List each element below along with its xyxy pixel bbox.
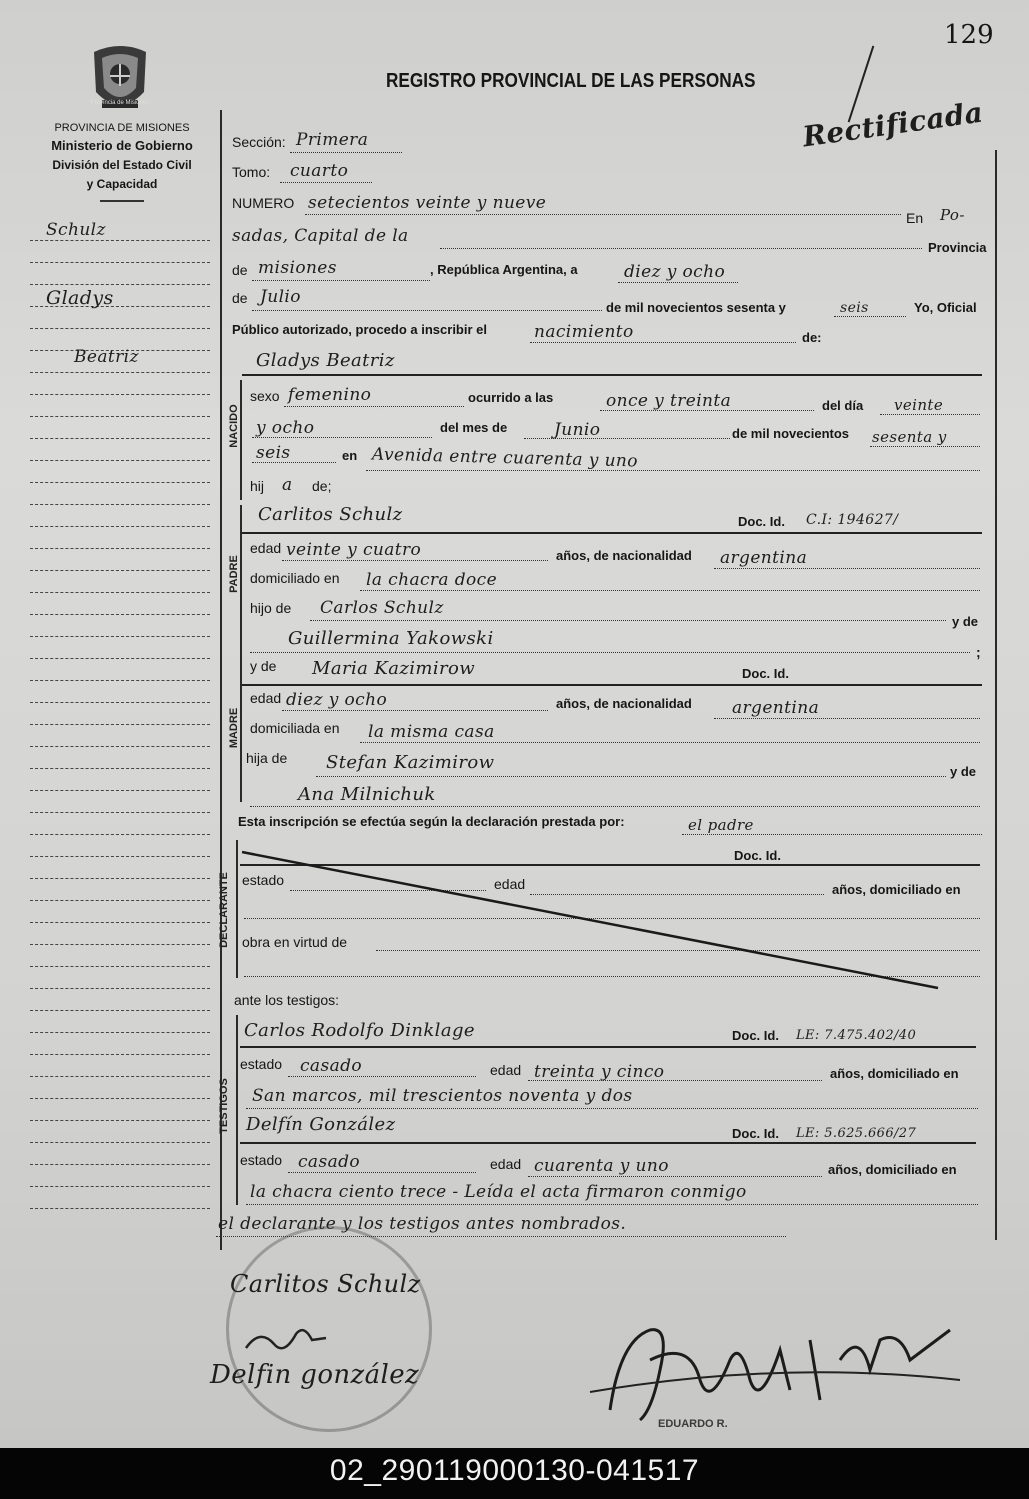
label-seccion: Sección:: [232, 134, 286, 150]
value-lugar-nac: Avenida entre cuarenta y uno: [371, 444, 639, 472]
margin-line: [30, 636, 210, 637]
value-place-cont: sadas, Capital de la: [232, 226, 409, 246]
value-hora: once y treinta: [606, 391, 732, 411]
side-label-declarante: DECLARANTE: [218, 872, 230, 948]
value-t2-estado: casado: [298, 1152, 361, 1172]
side-label-testigos: TESTIGOS: [218, 1078, 230, 1134]
margin-line: [30, 944, 210, 945]
side-label-madre: MADRE: [228, 707, 240, 749]
signature-testigo2: Delfin gonzález: [210, 1360, 420, 1390]
value-tomo: cuarto: [290, 161, 349, 181]
label-numero: NUMERO: [232, 195, 295, 211]
margin-line: [30, 526, 210, 527]
margin-line: [30, 1054, 210, 1055]
value-hij-suffix: a: [282, 475, 293, 495]
value-dia-nac-2: y ocho: [256, 418, 315, 438]
agency-line-1: PROVINCIA DE MISIONES: [54, 122, 190, 134]
label-madre-y-de: y de: [250, 658, 277, 674]
seal-banner-text: Provincia de Misiones: [90, 100, 150, 106]
agency-line-2: Ministerio de Gobierno: [51, 138, 193, 153]
value-t1-edad: treinta y cinco: [534, 1062, 665, 1082]
margin-line: [30, 482, 210, 483]
value-t2-dom: la chacra ciento trece - Leída el acta firmaron conmigo: [250, 1182, 747, 1202]
margin-line: [30, 1076, 210, 1077]
value-padre-nombre: Carlitos Schulz: [258, 504, 403, 525]
margin-line: [30, 592, 210, 593]
margin-line: [30, 900, 210, 901]
label-declarante-anos: años, domiciliado en: [832, 882, 961, 897]
label-inscripcion: Esta inscripción se efectúa según la declaración prestada por:: [238, 814, 625, 829]
frame-right-line: [995, 150, 997, 1240]
label-t1-edad: edad: [490, 1062, 522, 1078]
label-madre-doc: Doc. Id.: [742, 666, 789, 681]
margin-line: [30, 746, 210, 747]
line: [242, 374, 982, 376]
label-hij: hij: [250, 478, 265, 494]
document-title: REGISTRO PROVINCIAL DE LAS PERSONAS: [386, 70, 756, 92]
line: [288, 1172, 476, 1173]
line: [290, 152, 402, 153]
value-madre-nombre: Maria Kazimirow: [312, 658, 476, 679]
label-t2-estado: estado: [240, 1152, 283, 1168]
label-de-mil: de mil novecientos sesenta y: [606, 300, 786, 315]
label-provincia: Provincia: [928, 240, 987, 255]
value-madre-madre: Ana Milnichuk: [298, 784, 436, 805]
value-nombre: Gladys Beatriz: [256, 350, 395, 371]
label-t1-doc: Doc. Id.: [732, 1028, 779, 1043]
line: [252, 462, 336, 463]
label-madre-edad: edad: [250, 690, 282, 706]
signature-padre: Carlitos Schulz: [230, 1270, 421, 1298]
line: [310, 620, 946, 621]
margin-line: [30, 856, 210, 857]
line: [288, 1076, 476, 1077]
line: [360, 742, 980, 743]
value-madre-edad: diez y ocho: [286, 690, 388, 710]
value-t2-doc: LE: 5.625.666/27: [796, 1126, 917, 1141]
margin-line: [30, 284, 210, 285]
line: [242, 684, 982, 686]
margin-line: [30, 988, 210, 989]
value-fecha-anio: seis: [840, 300, 869, 316]
margin-line: [30, 570, 210, 571]
margin-line: [30, 1164, 210, 1165]
label-padre-y-de: y de: [952, 614, 979, 629]
value-acto: nacimiento: [534, 322, 634, 342]
margin-surname: Schulz: [46, 220, 106, 240]
value-padre-dom: la chacra doce: [366, 570, 498, 590]
line: [618, 282, 738, 283]
margin-line: [30, 1032, 210, 1033]
margin-line: [30, 372, 210, 373]
label-de-mil-nov: de mil novecientos: [732, 426, 850, 441]
value-t2-nombre: Delfín González: [246, 1114, 396, 1135]
margin-line: [30, 460, 210, 461]
value-madre-nac: argentina: [732, 698, 820, 718]
label-madre-y-de: y de: [950, 764, 977, 779]
side-label-nacido: NACIDO: [228, 404, 240, 448]
page-number: 129: [944, 20, 994, 50]
value-declarante: el padre: [688, 816, 754, 834]
label-obra: obra en virtud de: [242, 934, 348, 950]
label-madre-nac: años, de nacionalidad: [556, 696, 692, 711]
label-ocurrido: ocurrido a las: [468, 390, 554, 405]
margin-line: [30, 504, 210, 505]
margin-line: [30, 790, 210, 791]
margin-line: [30, 394, 210, 395]
label-padre-doc: Doc. Id.: [738, 514, 785, 529]
line: [440, 248, 922, 249]
value-t1-doc: LE: 7.475.402/40: [796, 1028, 917, 1043]
value-anio-nac-2: seis: [256, 443, 291, 463]
line: [714, 568, 980, 569]
label-publico: Público autorizado, procedo a inscribir el: [232, 322, 487, 337]
line: [246, 1204, 978, 1205]
label-t1-estado: estado: [240, 1056, 283, 1072]
line: [528, 1080, 822, 1081]
margin-line: [30, 240, 210, 241]
margin-line: [30, 680, 210, 681]
margin-line: [30, 658, 210, 659]
label-t1-anos: años, domiciliado en: [830, 1066, 959, 1081]
margin-line: [30, 262, 210, 263]
margin-first-name: Gladys: [46, 287, 114, 309]
value-anio-nac-1: sesenta y: [872, 428, 947, 446]
line: [252, 310, 602, 311]
value-padre-nac: argentina: [720, 548, 808, 568]
corner-stamp: Rectificada: [800, 95, 986, 154]
agency-rule: [100, 200, 144, 202]
line: [305, 214, 901, 215]
line: [240, 1046, 976, 1048]
side-label-padre: PADRE: [228, 555, 240, 593]
margin-line: [30, 878, 210, 879]
margin-line: [30, 768, 210, 769]
line: [600, 410, 814, 411]
line: [246, 1108, 978, 1109]
line: [316, 776, 946, 777]
value-provincia: misiones: [258, 258, 337, 278]
label-t2-anos: años, domiciliado en: [828, 1162, 957, 1177]
margin-line: [30, 1142, 210, 1143]
declarante-bracket: [236, 840, 238, 978]
testigos-bracket: [236, 1015, 238, 1205]
nacido-bracket: [240, 380, 242, 500]
margin-line: [30, 328, 210, 329]
margin-line: [30, 1208, 210, 1209]
label-declarante-doc: Doc. Id.: [734, 848, 781, 863]
margin-line: [30, 614, 210, 615]
margin-middle-name: Beatriz: [74, 347, 139, 367]
scan-footer: [0, 1448, 1029, 1499]
margin-line: [30, 1186, 210, 1187]
line: [524, 438, 730, 439]
label-en: En: [906, 210, 924, 226]
value-padre-doc: C.I: 194627/: [806, 512, 899, 528]
value-madre-padre: Stefan Kazimirow: [326, 752, 495, 773]
label-hijo-de: hijo de: [250, 600, 292, 616]
line: [870, 446, 980, 447]
value-padre-padre: Carlos Schulz: [320, 598, 444, 618]
label-testigos: ante los testigos:: [234, 992, 340, 1008]
label-t2-edad: edad: [490, 1156, 522, 1172]
line: [528, 1176, 822, 1177]
margin-line: [30, 1120, 210, 1121]
strike-through-line: [240, 848, 940, 990]
value-sexo: femenino: [288, 385, 372, 405]
label-hija-de: hija de: [246, 750, 288, 766]
value-en-place: Po-: [940, 206, 965, 224]
value-dia-nac-1: veinte: [894, 396, 944, 414]
label-sexo: sexo: [250, 388, 280, 404]
label-padre-edad: edad: [250, 540, 282, 556]
margin-line: [30, 416, 210, 417]
value-padre-madre: Guillermina Yakowski: [288, 628, 494, 649]
value-seccion: Primera: [296, 130, 369, 150]
line: [530, 342, 796, 343]
margin-line: [30, 724, 210, 725]
value-madre-dom: la misma casa: [368, 722, 495, 742]
official-name-stamp: EDUARDO R.: [658, 1418, 728, 1430]
value-fecha-dia: diez y ocho: [624, 262, 726, 282]
madre-bracket: [240, 662, 242, 802]
value-t2-edad: cuarenta y uno: [534, 1156, 669, 1176]
label-en: en: [342, 448, 358, 463]
line: [282, 710, 548, 711]
value-mes-nac: Junio: [554, 420, 601, 440]
label-del-mes: del mes de: [440, 420, 508, 435]
label-de-colon: de:: [802, 330, 822, 345]
agency-line-4: y Capacidad: [86, 177, 158, 191]
label-declarante-edad: edad: [494, 876, 526, 892]
document-id: 02_290119000130-041517: [329, 1454, 700, 1487]
label-de-semi: de;: [312, 478, 332, 494]
line: [284, 406, 464, 407]
padre-bracket: [240, 505, 242, 665]
label-yo-oficial: Yo, Oficial: [914, 300, 977, 315]
value-padre-edad: veinte y cuatro: [286, 540, 422, 560]
margin-line: [30, 438, 210, 439]
line: [360, 590, 980, 591]
line: [282, 560, 548, 561]
margin-line: [30, 1010, 210, 1011]
line: [834, 316, 906, 317]
label-t2-doc: Doc. Id.: [732, 1126, 779, 1141]
line: [366, 470, 980, 471]
value-numero: setecientos veinte y nueve: [308, 193, 547, 213]
value-t1-dom: San marcos, mil trescientos noventa y dos: [252, 1086, 633, 1106]
signature-oficial: [580, 1300, 970, 1440]
margin-line: [30, 1098, 210, 1099]
margin-line: [30, 812, 210, 813]
label-del-dia: del día: [822, 398, 864, 413]
margin-line: [30, 966, 210, 967]
line: [252, 280, 430, 281]
value-fecha-mes: Julio: [260, 287, 301, 307]
line: [714, 718, 980, 719]
label-madre-dom: domiciliada en: [250, 720, 340, 736]
label-padre-nac: años, de nacionalidad: [556, 548, 692, 563]
label-de-mes: de: [232, 290, 248, 306]
label-republica: , República Argentina, a: [430, 262, 578, 277]
value-t1-estado: casado: [300, 1056, 363, 1076]
line: [250, 652, 970, 653]
label-de-prov: de: [232, 262, 248, 278]
line: [240, 1142, 976, 1144]
agency-line-3: División del Estado Civil: [52, 158, 192, 172]
line: [242, 532, 982, 534]
margin-line: [30, 548, 210, 549]
label-declarante-estado: estado: [242, 872, 285, 888]
line: [280, 182, 372, 183]
value-t1-nombre: Carlos Rodolfo Dinklage: [244, 1020, 475, 1041]
line: [252, 437, 432, 438]
value-closing: el declarante y los testigos antes nombrados.: [218, 1214, 627, 1234]
margin-line: [30, 922, 210, 923]
label-semicolon: ;: [976, 644, 981, 660]
label-tomo: Tomo:: [232, 164, 271, 180]
margin-line: [30, 834, 210, 835]
line: [682, 834, 982, 835]
margin-line: [30, 702, 210, 703]
line: [880, 414, 980, 415]
line: [250, 806, 980, 807]
label-padre-dom: domiciliado en: [250, 570, 340, 586]
